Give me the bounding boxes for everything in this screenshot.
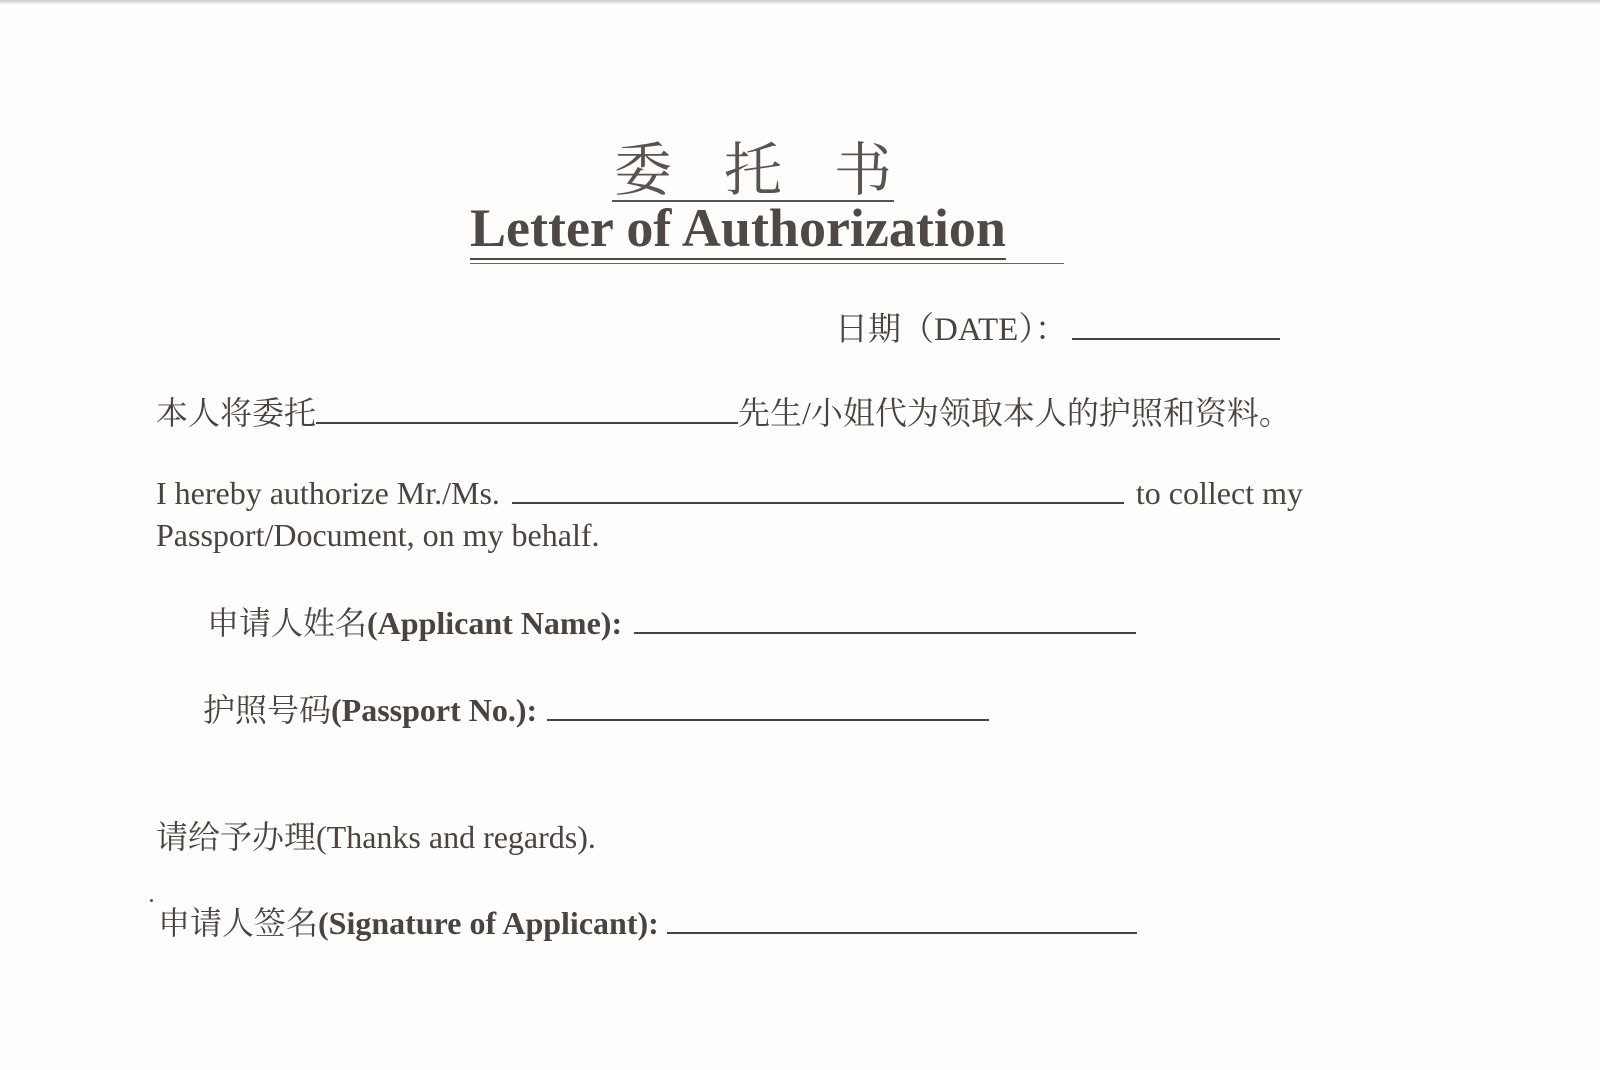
applicant-name-blank[interactable] — [634, 631, 1136, 634]
title-double-underline — [470, 263, 1064, 264]
title-char-1: 委 — [614, 136, 673, 204]
applicant-name-label-en: (Applicant Name): — [367, 605, 623, 641]
title-char-2: 托 — [724, 136, 783, 204]
date-row — [835, 303, 1280, 350]
applicant-name-row — [207, 598, 1136, 644]
authorized-person-en-blank[interactable] — [512, 501, 1124, 504]
authorized-person-cn-blank[interactable] — [316, 421, 738, 424]
authorize-english-line2: Passport/Document, on my behalf. — [156, 517, 600, 553]
authorize-chinese-row — [156, 388, 1291, 434]
authorize-cn-suffix: 先生/小姐代为领取本人的护照和资料。 — [738, 395, 1291, 431]
authorize-cn-prefix: 本人将委托 — [156, 395, 317, 431]
thanks-line: 请给予办理(Thanks and regards). — [156, 819, 596, 855]
scan-edge — [0, 0, 1600, 5]
signature-label-cn: 申请人签名 — [158, 905, 319, 941]
passport-no-row — [203, 685, 989, 731]
title-english: Letter of Authorization — [470, 198, 1006, 258]
scan-speck — [150, 899, 153, 902]
authorize-en-suffix: to collect my — [1135, 475, 1303, 511]
signature-blank[interactable] — [667, 931, 1137, 934]
date-label: 日期（DATE）： — [835, 312, 1068, 348]
authorize-english-row — [156, 475, 1303, 512]
date-blank[interactable] — [1072, 337, 1280, 340]
passport-no-label-en: (Passport No.): — [331, 692, 538, 728]
title-char-3: 书 — [834, 136, 893, 204]
passport-no-blank[interactable] — [547, 718, 989, 721]
passport-no-label-cn: 护照号码 — [203, 692, 332, 728]
signature-row — [158, 898, 1137, 944]
signature-label-en: (Signature of Applicant): — [318, 905, 659, 941]
authorize-en-prefix: I hereby authorize Mr./Ms. — [156, 475, 500, 511]
applicant-name-label-cn: 申请人姓名 — [207, 605, 368, 641]
title-chinese — [612, 136, 894, 204]
